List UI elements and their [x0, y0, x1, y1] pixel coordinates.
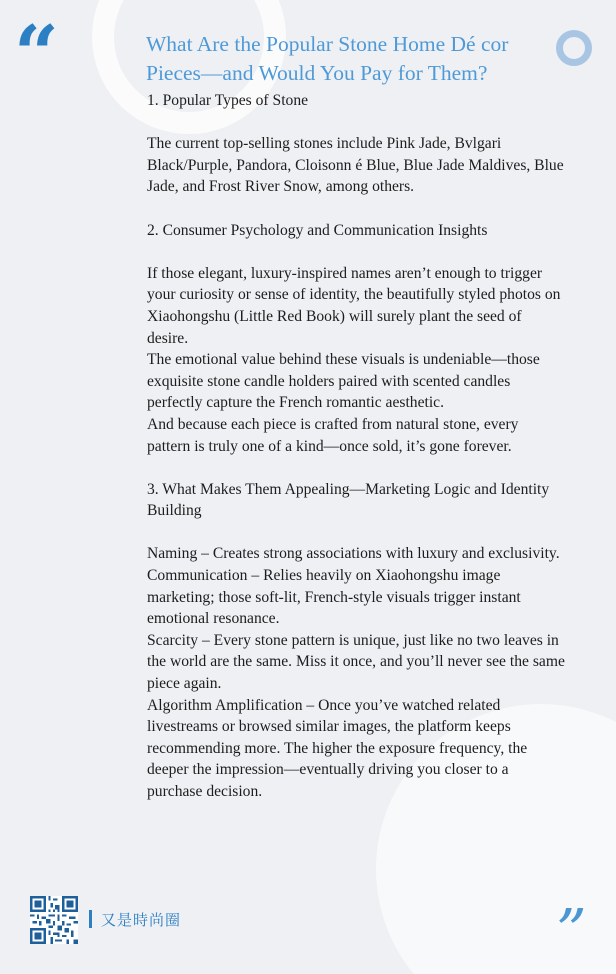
close-quote-icon: ” [556, 897, 587, 967]
paragraph: The emotional value behind these visuals is undeniable—those exquisite stone candle holders paired with scented candles perfectly capture the French romantic aesthetic. [147, 351, 540, 412]
section-heading: 1. Popular Types of Stone [147, 92, 309, 109]
paragraph: The current top-selling stones include Pink Jade, Bvlgari Black/Purple, Pandora, Cloisonn é Blue, Blue Jade Maldives, Blue Jade, and Frost River Snow, among others. [147, 135, 564, 196]
article-body [147, 90, 565, 803]
list-item: Naming – Creates strong associations with luxury and exclusivity. [147, 545, 560, 563]
paragraph: If those elegant, luxury-inspired names aren’t enough to trigger your curiosity or sense of identity, the beautifully styled photos on Xiaohongshu (Little Red Book) will surely plant the seed of desire. [147, 264, 561, 347]
section-heading: 2. Consumer Psychology and Communication Insights [147, 221, 488, 239]
section-heading: 3. What Makes Them Appealing—Marketing Logic and Identity Building [147, 480, 550, 520]
list-item: Scarcity – Every stone pattern is unique, just like no two leaves in the world are the same. Miss it once, and you’ll never see the same piece again. [147, 631, 565, 693]
brand-divider [89, 910, 92, 928]
paragraph: And because each piece is crafted from natural stone, every pattern is truly one of a kind—once sold, it’s gone forever. [147, 415, 519, 455]
list-item: Algorithm Amplification – Once you’ve watched related livestreams or browsed similar images, the platform keeps recommending more. The higher the exposure frequency, the deeper the impression—eventually driving you closer to a purchase decision. [147, 696, 528, 800]
list-item: Communication – Relies heavily on Xiaohongshu image marketing; those soft-lit, French-style visuals trigger instant emotional resonance. [147, 567, 521, 628]
brand-logo: 又是時尚圈 [101, 911, 182, 929]
qr-code-icon[interactable] [30, 896, 78, 944]
article-title: What Are the Popular Stone Home Dé cor Pieces—and Would You Pay for Them? [146, 32, 509, 85]
open-quote-icon: “ [14, 9, 59, 100]
